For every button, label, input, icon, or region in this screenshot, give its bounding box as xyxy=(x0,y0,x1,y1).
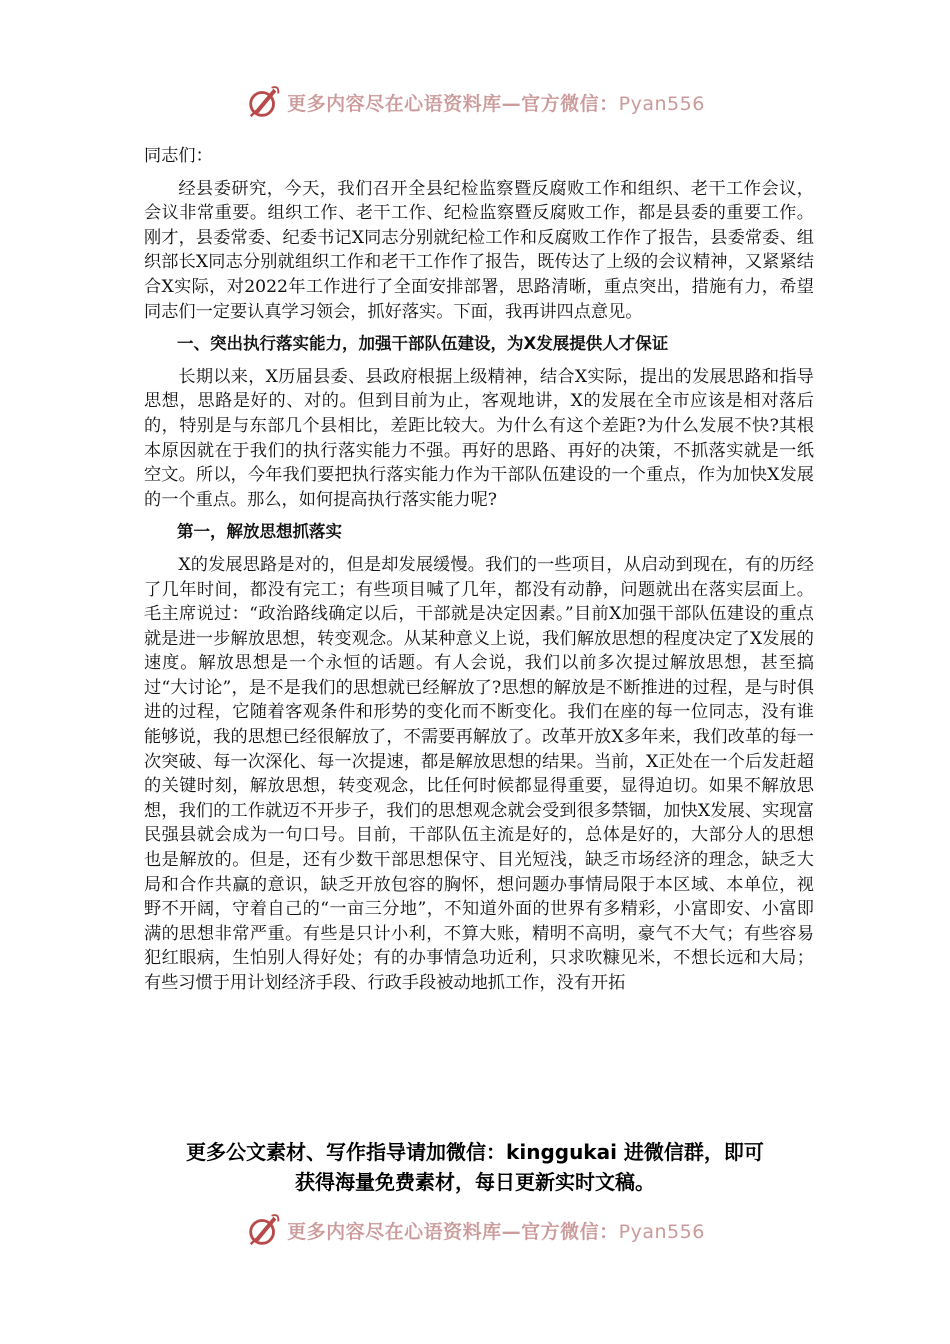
subsection-1-paragraph: X的发展思路是对的，但是却发展缓慢。我们的一些项目，从启动到现在，有的历经了几年时间，都没有完工；有些项目喊了几年，都没有动静，问题就出在落实层面上。毛主席说过：“政治路线确定以后，干部就是决定因素。”目前X加强干部队伍建设的重点就是进一步解放思想，转变观念。从某种意义上说，我们解放思想的程度决定了X发展的速度。解放思想是一个永恒的话题。有人会说，我们以前多次提过解放思想，甚至搞过“大讨论”，是不是我们的思想就已经解放了?思想的解放是不断推进的过程，是与时俱进的过程，它随着客观条件和形势的变化而不断变化。我们在座的每一位同志，没有谁能够说，我的思想已经很解放了，不需要再解放了。改革开放X多年来，我们改革的每一次突破、每一次深化、每一次提速，都是解放思想的结果。当前，X正处在一个后发赶超的关键时刻，解放思想，转变观念，比任何时候都显得重要，显得迫切。如果不解放思想，我们的工作就迈不开步子，我们的思想观念就会受到很多禁锢，加快X发展、实现富民强县就会成为一句口号。目前，干部队伍主流是好的，总体是好的，大部分人的思想也是解放的。但是，还有少数干部思想保守、目光短浅，缺乏市场经济的理念，缺乏大局和合作共赢的意识，缺乏开放包容的胸怀，想问题办事情局限于本区域、本单位，视野不开阔，守着自己的“一亩三分地”，不知道外面的世界有多精彩，小富即安、小富即满的思想非常严重。有些是只计小利，不算大账，精明不高明，豪气不大气；有些容易犯红眼病，生怕别人得好处；有的办事情急功近利，只求吹糠见米，不想长远和大局；有些习惯于用计划经济手段、行政手段被动地抓工作，没有开拓 xyxy=(144,554,814,993)
header-banner-text xyxy=(287,89,705,116)
footer-banner-label: 更多内容尽在心语资料库—官方微信： xyxy=(287,1220,619,1243)
promo-notice xyxy=(110,1137,840,1197)
salutation: 同志们： xyxy=(144,146,213,166)
footer-banner-text xyxy=(287,1217,705,1244)
section-1-heading: 一、突出执行落实能力，加强干部队伍建设，为X发展提供人才保证 xyxy=(177,334,669,354)
document-body xyxy=(144,144,814,1004)
header-wechat-id: Pyan556 xyxy=(618,92,705,115)
footer-banner xyxy=(0,1208,950,1252)
promo-line-1: 更多公文素材、写作指导请加微信：kinggukai 进微信群，即可 xyxy=(186,1140,764,1164)
intro-paragraph: 经县委研究，今天，我们召开全县纪检监察暨反腐败工作和组织、老干工作会议，会议非常重要。组织工作、老干工作、纪检监察暨反腐败工作，都是县委的重要工作。刚才，县委常委、纪委书记X同志分别就纪检工作和反腐败工作作了报告，县委常委、组织部长X同志分别就组织工作和老干工作作了报告，既传达了上级的会议精神，又紧紧结合X实际，对2022年工作进行了全面安排部署，思路清晰，重点突出，措施有力，希望同志们一定要认真学习领会，抓好落实。下面，我再讲四点意见。 xyxy=(144,178,814,322)
section-1-paragraph: 长期以来，X历届县委、县政府根据上级精神，结合X实际，提出的发展思路和指导思想，思路是好的、对的。但到目前为止，客观地讲，X的发展在全市应该是相对落后的，特别是与东部几个县相比，差距比较大。为什么有这个差距?为什么发展不快?其根本原因就在于我们的执行落实能力不强。再好的思路、再好的决策，不抓落实就是一纸空文。所以，今年我们要把执行落实能力作为干部队伍建设的一个重点，作为加快X发展的一个重点。那么，如何提高执行落实能力呢? xyxy=(144,366,814,510)
quill-logo-icon xyxy=(245,83,283,121)
header-banner xyxy=(0,80,950,124)
promo-line-2: 获得海量免费素材，每日更新实时文稿。 xyxy=(295,1170,655,1194)
footer-wechat-id: Pyan556 xyxy=(618,1220,705,1243)
subsection-1-heading: 第一，解放思想抓落实 xyxy=(177,522,342,542)
quill-logo-icon xyxy=(245,1211,283,1249)
header-banner-label: 更多内容尽在心语资料库—官方微信： xyxy=(287,92,619,115)
